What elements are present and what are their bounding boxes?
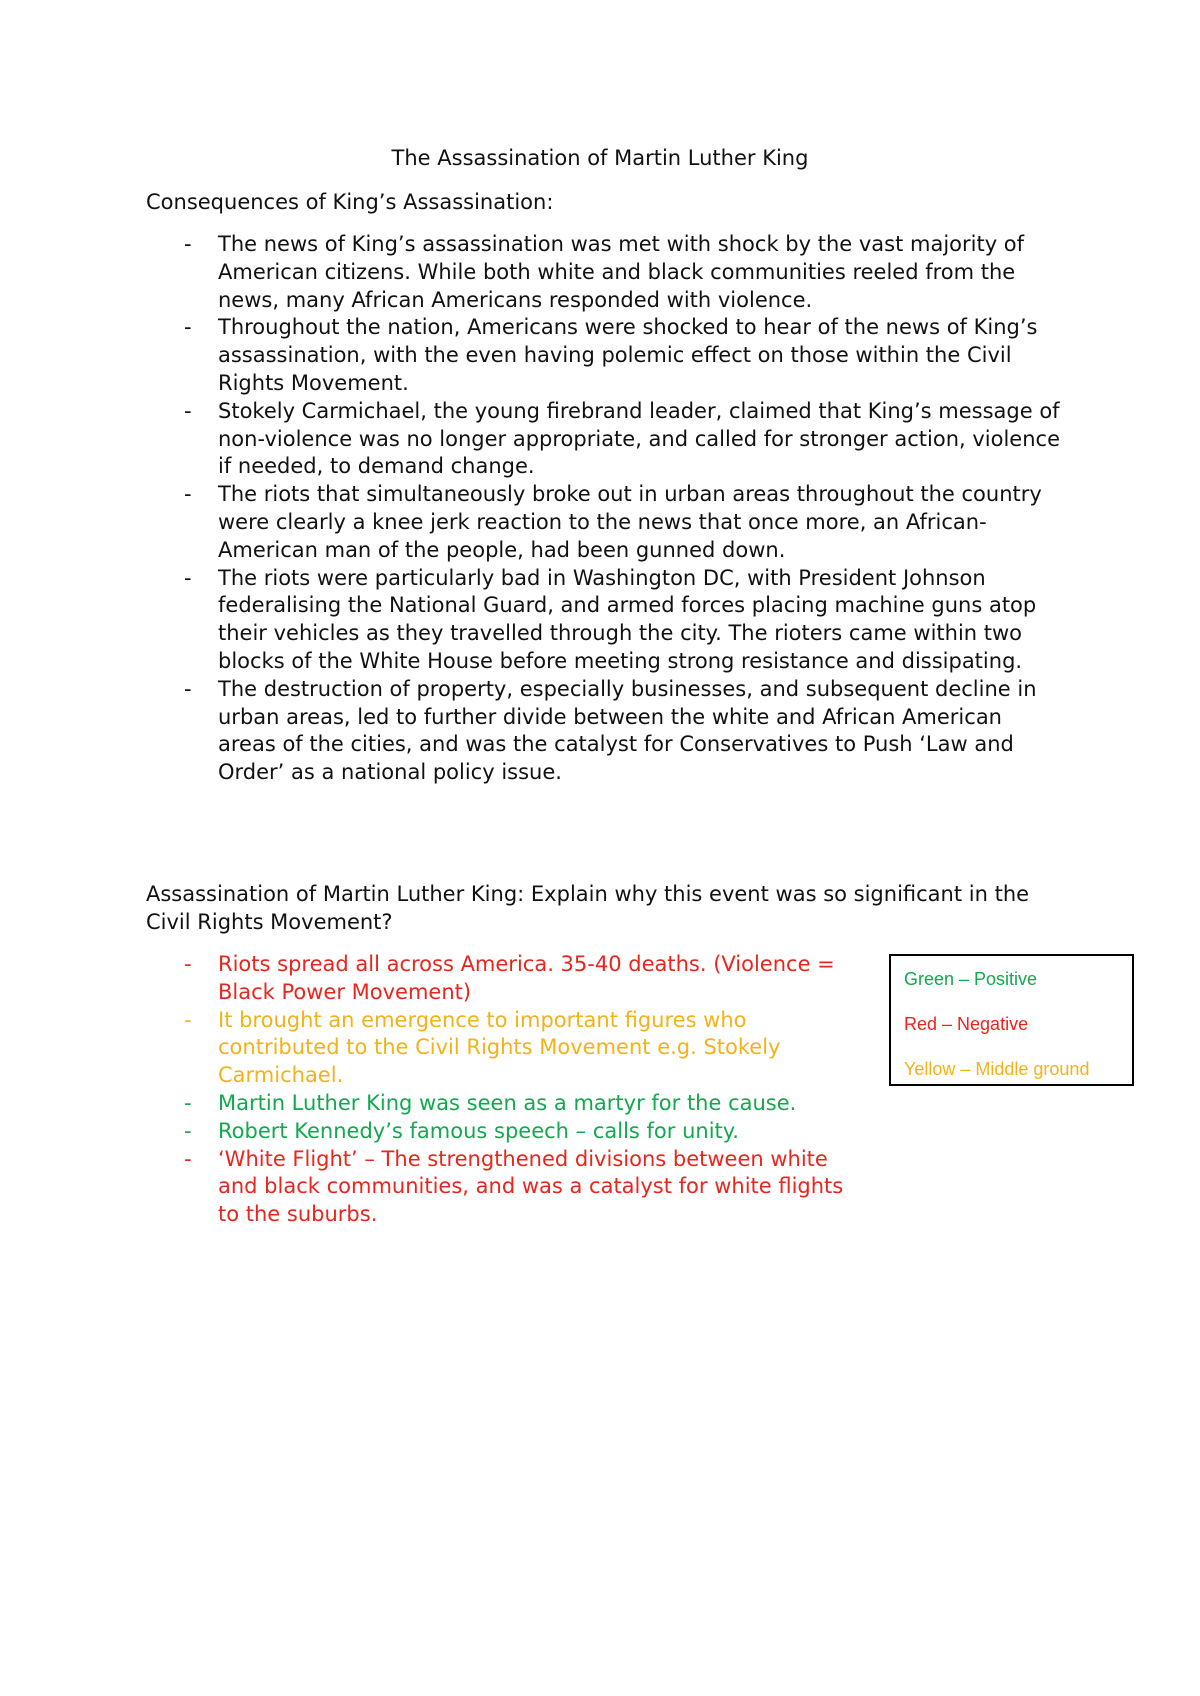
list-item-text: Throughout the nation, Americans were shocked to hear of the news of King’s assassination, with the even having polemic effect on those within the Civil Rights Movement. <box>218 315 1038 395</box>
list-item-text: ‘White Flight’ – The strengthened divisions between white and black communities, and was a catalyst for white flights to the suburbs. <box>218 1146 844 1227</box>
list-item <box>146 481 1066 564</box>
bullet-dash: - <box>184 676 192 701</box>
list-item <box>146 565 1066 676</box>
bullet-dash: - <box>184 1118 192 1143</box>
list-item-text: The news of King’s assassination was met with shock by the vast majority of American citizens. While both white and black communities reeled from the news, many African Americans responded with violence. <box>218 232 1025 312</box>
bullet-dash: - <box>184 565 192 590</box>
consequences-list <box>146 231 1066 787</box>
list-item-text: It brought an emergence to important figures who contributed to the Civil Rights Movement e.g. Stokely Carmichael. <box>218 1007 781 1088</box>
legend-item-negative: Red – Negative <box>904 1014 1029 1034</box>
list-item-text: The riots that simultaneously broke out in urban areas throughout the country were clearly a knee jerk reaction to the news that once more, an African-American man of the people, had been gunned down. <box>218 482 1042 562</box>
list-item-text: Stokely Carmichael, the young firebrand leader, claimed that King’s message of non-violence was no longer appropriate, and called for stronger action, violence if needed, to demand change. <box>218 398 1060 479</box>
list-item-text: The destruction of property, especially businesses, and subsequent decline in urban areas, led to further divide between the white and African American areas of the cities, and was the catalyst for Conservatives to Push ‘Law and Order’ as a national policy issue. <box>218 676 1037 785</box>
legend-item-positive: Green – Positive <box>904 969 1038 989</box>
list-item-text: Robert Kennedy’s famous speech – calls for unity. <box>218 1118 739 1143</box>
bullet-dash: - <box>184 1146 192 1171</box>
list-item <box>146 1118 846 1146</box>
list-item <box>146 231 1066 314</box>
section-heading-consequences: Consequences of King’s Assassination: <box>146 190 554 214</box>
significance-list <box>146 951 846 1229</box>
list-item <box>146 1007 846 1090</box>
list-item <box>146 1146 846 1229</box>
bullet-dash: - <box>184 952 192 976</box>
bullet-dash: - <box>184 398 192 423</box>
bullet-dash: - <box>184 482 192 507</box>
list-item <box>146 951 846 1007</box>
list-item-text: Riots spread all across America. 35-40 deaths. (Violence = Black Power Movement) <box>218 952 835 1004</box>
bullet-dash: - <box>184 1007 192 1032</box>
list-item <box>146 398 1066 481</box>
legend-item-middle-ground: Yellow – Middle ground <box>904 1059 1090 1079</box>
list-item <box>146 676 1066 787</box>
bullet-dash: - <box>184 232 192 256</box>
bullet-dash: - <box>184 1090 192 1115</box>
page-title: The Assassination of Martin Luther King <box>391 146 809 170</box>
color-legend-box <box>889 954 1134 1086</box>
list-item <box>146 1090 846 1118</box>
list-item <box>146 314 1066 397</box>
list-item-text: Martin Luther King was seen as a martyr for the cause. <box>218 1090 797 1115</box>
bullet-dash: - <box>184 315 192 340</box>
list-item-text: The riots were particularly bad in Washington DC, with President Johnson federalising the National Guard, and armed forces placing machine guns atop their vehicles as they travelled through the city. The rioters came within two blocks of the White House before meeting strong resistance and dissipating. <box>218 565 1037 673</box>
section-heading-significance: Assassination of Martin Luther King: Explain why this event was so significant in the Civil Rights Movement? <box>146 882 1030 934</box>
